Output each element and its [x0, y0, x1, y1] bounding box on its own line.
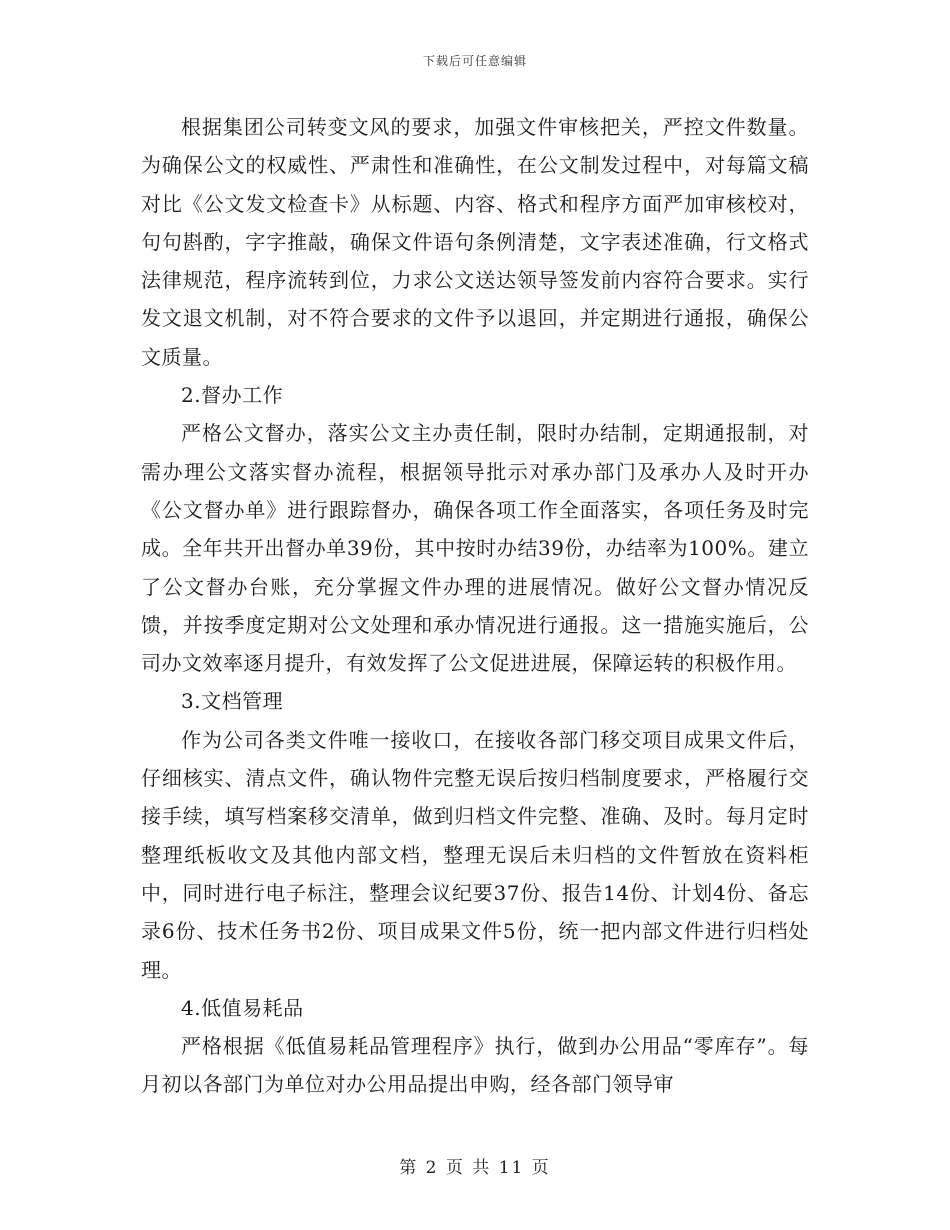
paragraph-archive: 作为公司各类文件唯一接收口，在接收各部门移交项目成果文件后，仔细核实、清点文件，确认物件完整无误后按归档制度要求，严格履行交接手续，填写档案移交清单，做到归档文件完整、准确、及时。每月定时整理纸板收文及其他内部文档，整理无误后未归档的文件暂放在资料柜中，同时进行电子标注，整理会议纪要37份、报告14份、计划4份、备忘录6份、技术任务书2份、项目成果文件5份，统一把内部文件进行归档处理。	[141, 727, 809, 982]
paragraph-consumables: 严格根据《低值易耗品管理程序》执行，做到办公用品“零库存”。每月初以各部门为单位对办公用品提出申购，经各部门领导审	[141, 1034, 809, 1097]
document-body	[141, 108, 809, 1104]
page-header-note: 下载后可任意编辑	[422, 54, 527, 68]
section-heading-supervision: 2.督办工作	[181, 383, 284, 408]
paragraph-document-review: 根据集团公司转变文风的要求，加强文件审核把关，严控文件数量。为确保公文的权威性、严肃性和准确性，在公文制发过程中，对每篇文稿对比《公文发文检查卡》从标题、内容、格式和程序方面严加审核校对，句句斟酌，字字推敲，确保文件语句条例清楚，文字表述准确，行文格式法律规范，程序流转到位，力求公文送达领导签发前内容符合要求。实行发文退文机制，对不符合要求的文件予以退回，并定期进行通报，确保公文质量。	[141, 115, 809, 369]
page-number: 第 2 页 共 11 页	[399, 1158, 551, 1178]
section-heading-archive: 3.文档管理	[181, 689, 284, 714]
paragraph-supervision: 严格公文督办，落实公文主办责任制，限时办结制，定期通报制，对需办理公文落实督办流程，根据领导批示对承办部门及承办人及时开办《公文督办单》进行跟踪督办，确保各项工作全面落实，各项任务及时完成。全年共开出督办单39份，其中按时办结39份，办结率为100%。建立了公文督办台账，充分掌握文件办理的进展情况。做好公文督办情况反馈，并按季度定期对公文处理和承办情况进行通报。这一措施实施后，公司办文效率逐月提升，有效发挥了公文促进进展，保障运转的积极作用。	[141, 421, 809, 676]
section-heading-consumables: 4.低值易耗品	[181, 995, 304, 1020]
